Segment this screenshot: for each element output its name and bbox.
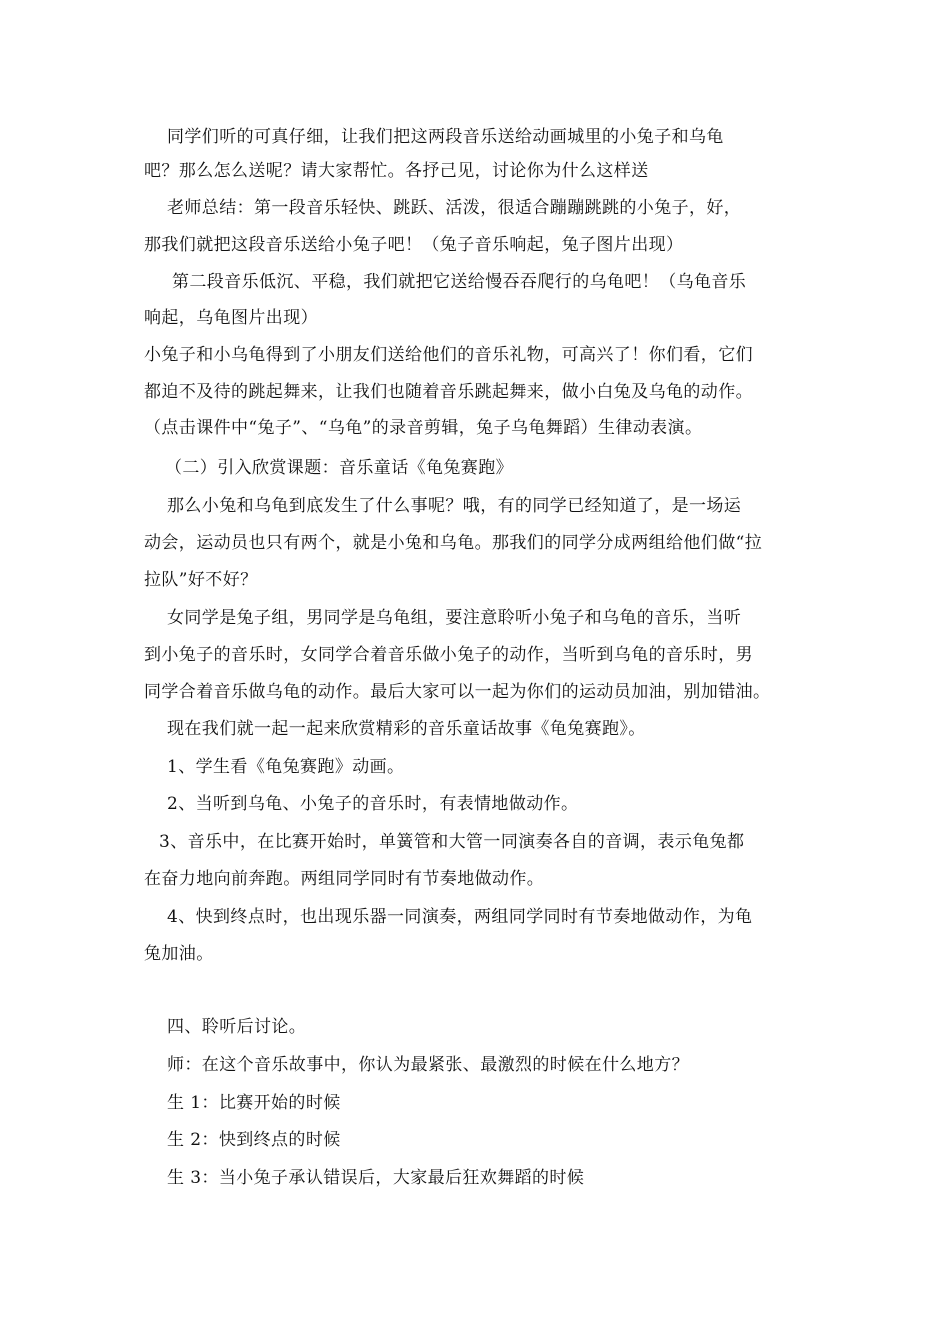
text-line: 师：在这个音乐故事中，你认为最紧张、最激烈的时候在什么地方？	[167, 1055, 689, 1075]
text-line: 响起，乌龟图片出现）	[144, 308, 318, 328]
list-item: 1、学生看《龟兔赛跑》动画。	[167, 757, 405, 777]
text-line: 那我们就把这段音乐送给小兔子吧！（兔子音乐响起，兔子图片出现）	[144, 235, 684, 255]
text-line: 第二段音乐低沉、平稳，我们就把它送给慢吞吞爬行的乌龟吧！（乌龟音乐	[172, 272, 747, 292]
text-line: 同学合着音乐做乌龟的动作。最后大家可以一起为你们的运动员加油，别加错油。	[144, 682, 771, 702]
text-line: 动会，运动员也只有两个，就是小兔和乌龟。那我们的同学分成两组给他们做“拉	[144, 533, 763, 553]
text-line: 小兔子和小乌龟得到了小朋友们送给他们的音乐礼物，可高兴了！你们看，它们	[144, 345, 753, 365]
text-line: 拉队”好不好？	[144, 570, 258, 590]
text-line: （点击课件中“兔子”、“乌龟”的录音剪辑，兔子乌龟舞蹈）生律动表演。	[144, 418, 703, 438]
text-line: 生 1：比赛开始的时候	[167, 1093, 341, 1113]
list-item: 2、当听到乌龟、小兔子的音乐时，有表情地做动作。	[167, 794, 579, 814]
text-line: 同学们听的可真仔细，让我们把这两段音乐送给动画城里的小兔子和乌龟	[167, 127, 724, 147]
list-item: 4、快到终点时，也出现乐器一同演奏，两组同学同时有节奏地做动作，为龟	[167, 907, 753, 927]
section-heading: （二）引入欣赏课题：音乐童话《龟兔赛跑》	[165, 458, 513, 478]
text-line: 女同学是兔子组，男同学是乌龟组，要注意聆听小兔子和乌龟的音乐，当听	[167, 608, 742, 628]
text-line: 那么小兔和乌龟到底发生了什么事呢？哦，有的同学已经知道了，是一场运	[167, 496, 742, 516]
text-line: 现在我们就一起一起来欣赏精彩的音乐童话故事《龟兔赛跑》。	[167, 719, 646, 739]
text-line: 生 3：当小兔子承认错误后，大家最后狂欢舞蹈的时候	[167, 1168, 585, 1188]
text-line: 老师总结：第一段音乐轻快、跳跃、活泼，很适合蹦蹦跳跳的小兔子，好，	[167, 198, 742, 218]
text-line: 都迫不及待的跳起舞来，让我们也随着音乐跳起舞来，做小白兔及乌龟的动作。	[144, 382, 753, 402]
text-line: 吧？那么怎么送呢？请大家帮忙。各抒己见，讨论你为什么这样送	[144, 161, 649, 181]
text-line: 到小兔子的音乐时，女同学合着音乐做小兔子的动作，当听到乌龟的音乐时，男	[144, 645, 753, 665]
section-heading: 四、聆听后讨论。	[167, 1017, 307, 1037]
text-line: 兔加油。	[144, 944, 214, 964]
text-line: 在奋力地向前奔跑。两组同学同时有节奏地做动作。	[144, 869, 545, 889]
list-item: 3、音乐中，在比赛开始时，单簧管和大管一同演奏各自的音调，表示龟兔都	[159, 832, 745, 852]
text-line: 生 2：快到终点的时候	[167, 1130, 341, 1150]
